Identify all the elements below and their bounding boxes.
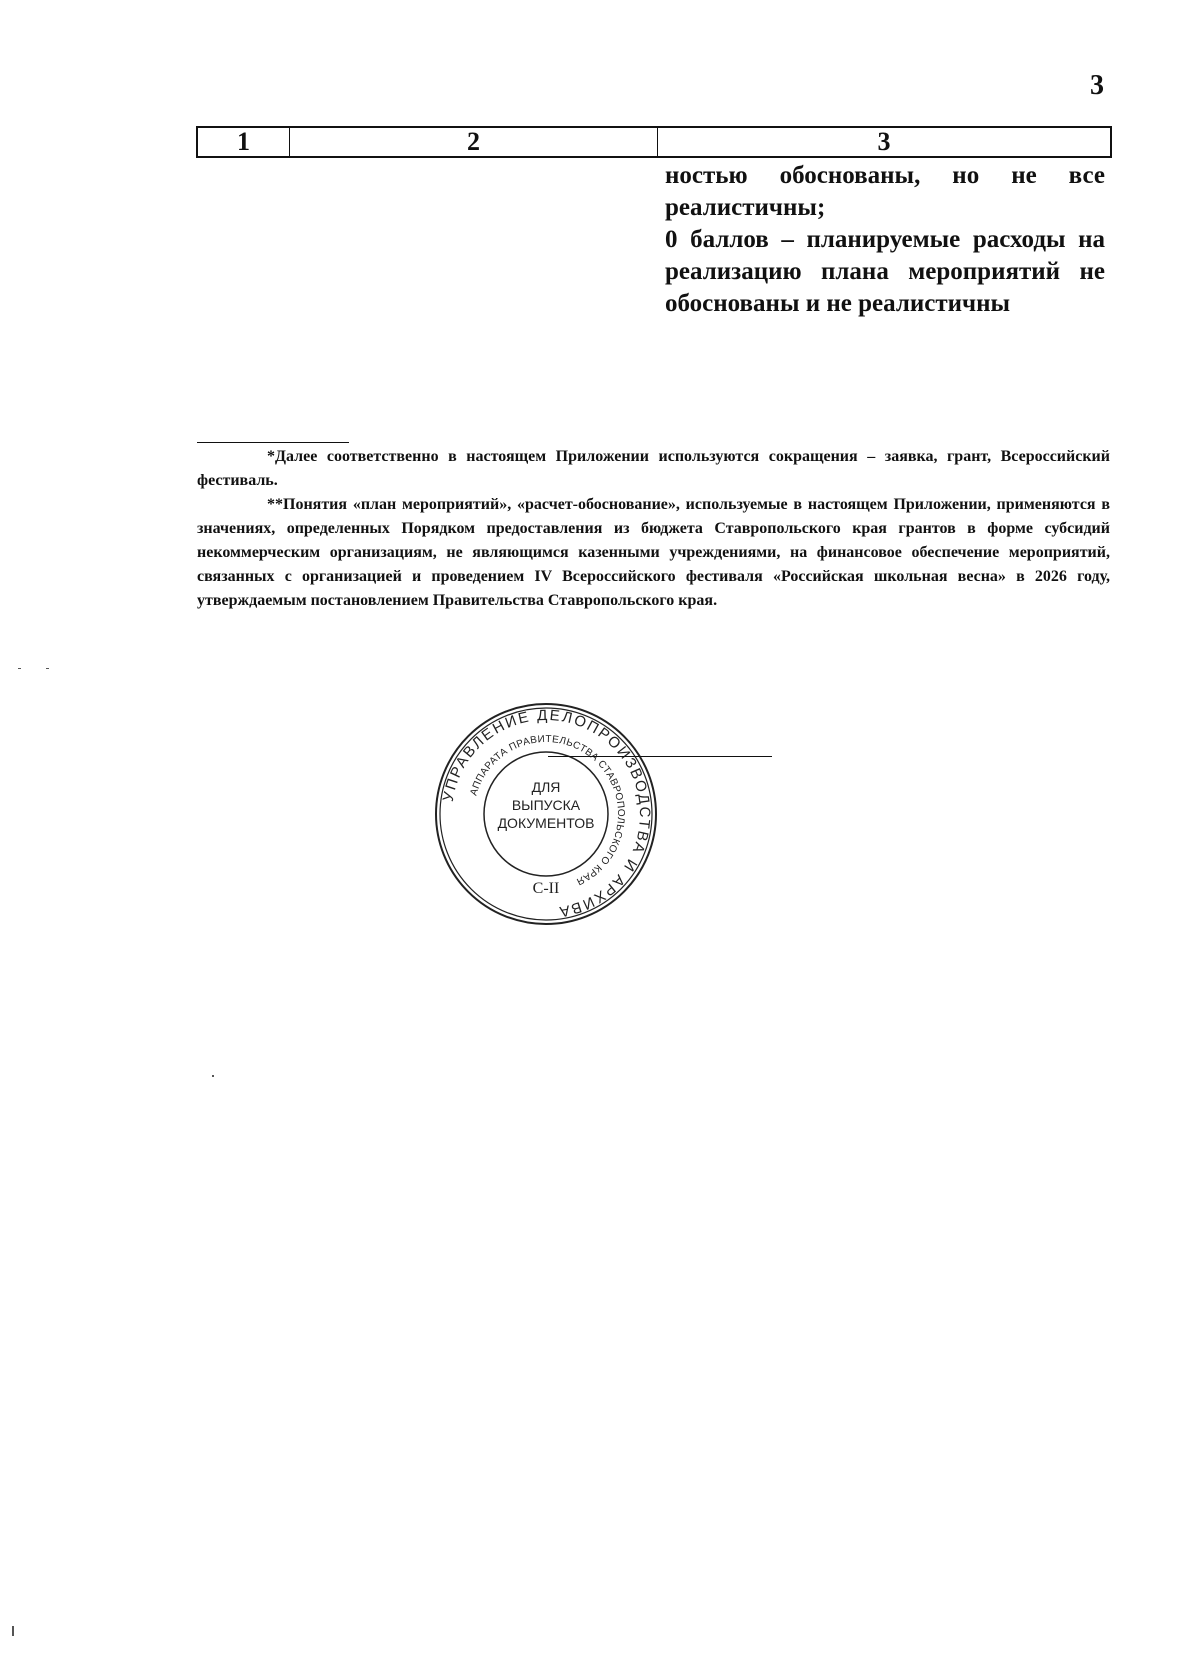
stamp-center-line-3: ДОКУМЕНТОВ [497,815,595,831]
stamp-inner-text: АППАРАТА ПРАВИТЕЛЬСТВА СТАВРОПОЛЬСКОГО КРАЯ [468,733,627,887]
stamp-seal-icon [432,700,660,928]
criteria-text-line: 0 баллов – планируемые расходы на реализацию плана мероприятий не обоснованы и не реалистичны [665,226,1105,317]
stamp-center-line-1: ДЛЯ [531,779,561,795]
table-header-cell-1: 1 [198,128,290,156]
scan-artifact [18,668,21,669]
official-stamp [432,700,660,928]
scan-artifact [46,668,49,669]
stamp-code: С-II [532,880,560,897]
stamp-center-line-2: ВЫПУСКА [511,797,581,813]
scan-artifact [212,1075,214,1077]
footnote-2: **Понятия «план мероприятий», «расчет-обоснование», используемые в настоящем Приложении, применяются в значениях, определенных Порядком предоставления из бюджета Ставропольского края грантов в форме субсидий некоммерческим организациям, не являющимся казенными учреждениями, на финансовое обеспечение мероприятий, связанных с организацией и проведением IV Всероссийского фестиваля «Российская школьная весна» в 2026 году, утверждаемым постановлением Правительства Ставропольского края. [197,496,1110,609]
table-header-row [196,126,1112,158]
page-number: 3 [1090,70,1104,101]
footnote-1: *Далее соответственно в настоящем Приложении используются сокращения – заявка, грант, Всероссийский фестиваль. [197,448,1110,489]
signature-line [548,756,772,757]
criteria-text-line: ностью обоснованы, но не все реалистичны; [665,162,1105,221]
table-column-3-text [665,160,1105,320]
stamp-outer-text: УПРАВЛЕНИЕ ДЕЛОПРОИЗВОДСТВА И АРХИВА [439,706,654,921]
table-header-cell-3: 3 [877,127,891,156]
footnotes [197,445,1110,613]
footnote-separator [197,442,349,443]
table-header-cell-2: 2 [290,128,658,156]
scan-artifact [12,1626,14,1636]
